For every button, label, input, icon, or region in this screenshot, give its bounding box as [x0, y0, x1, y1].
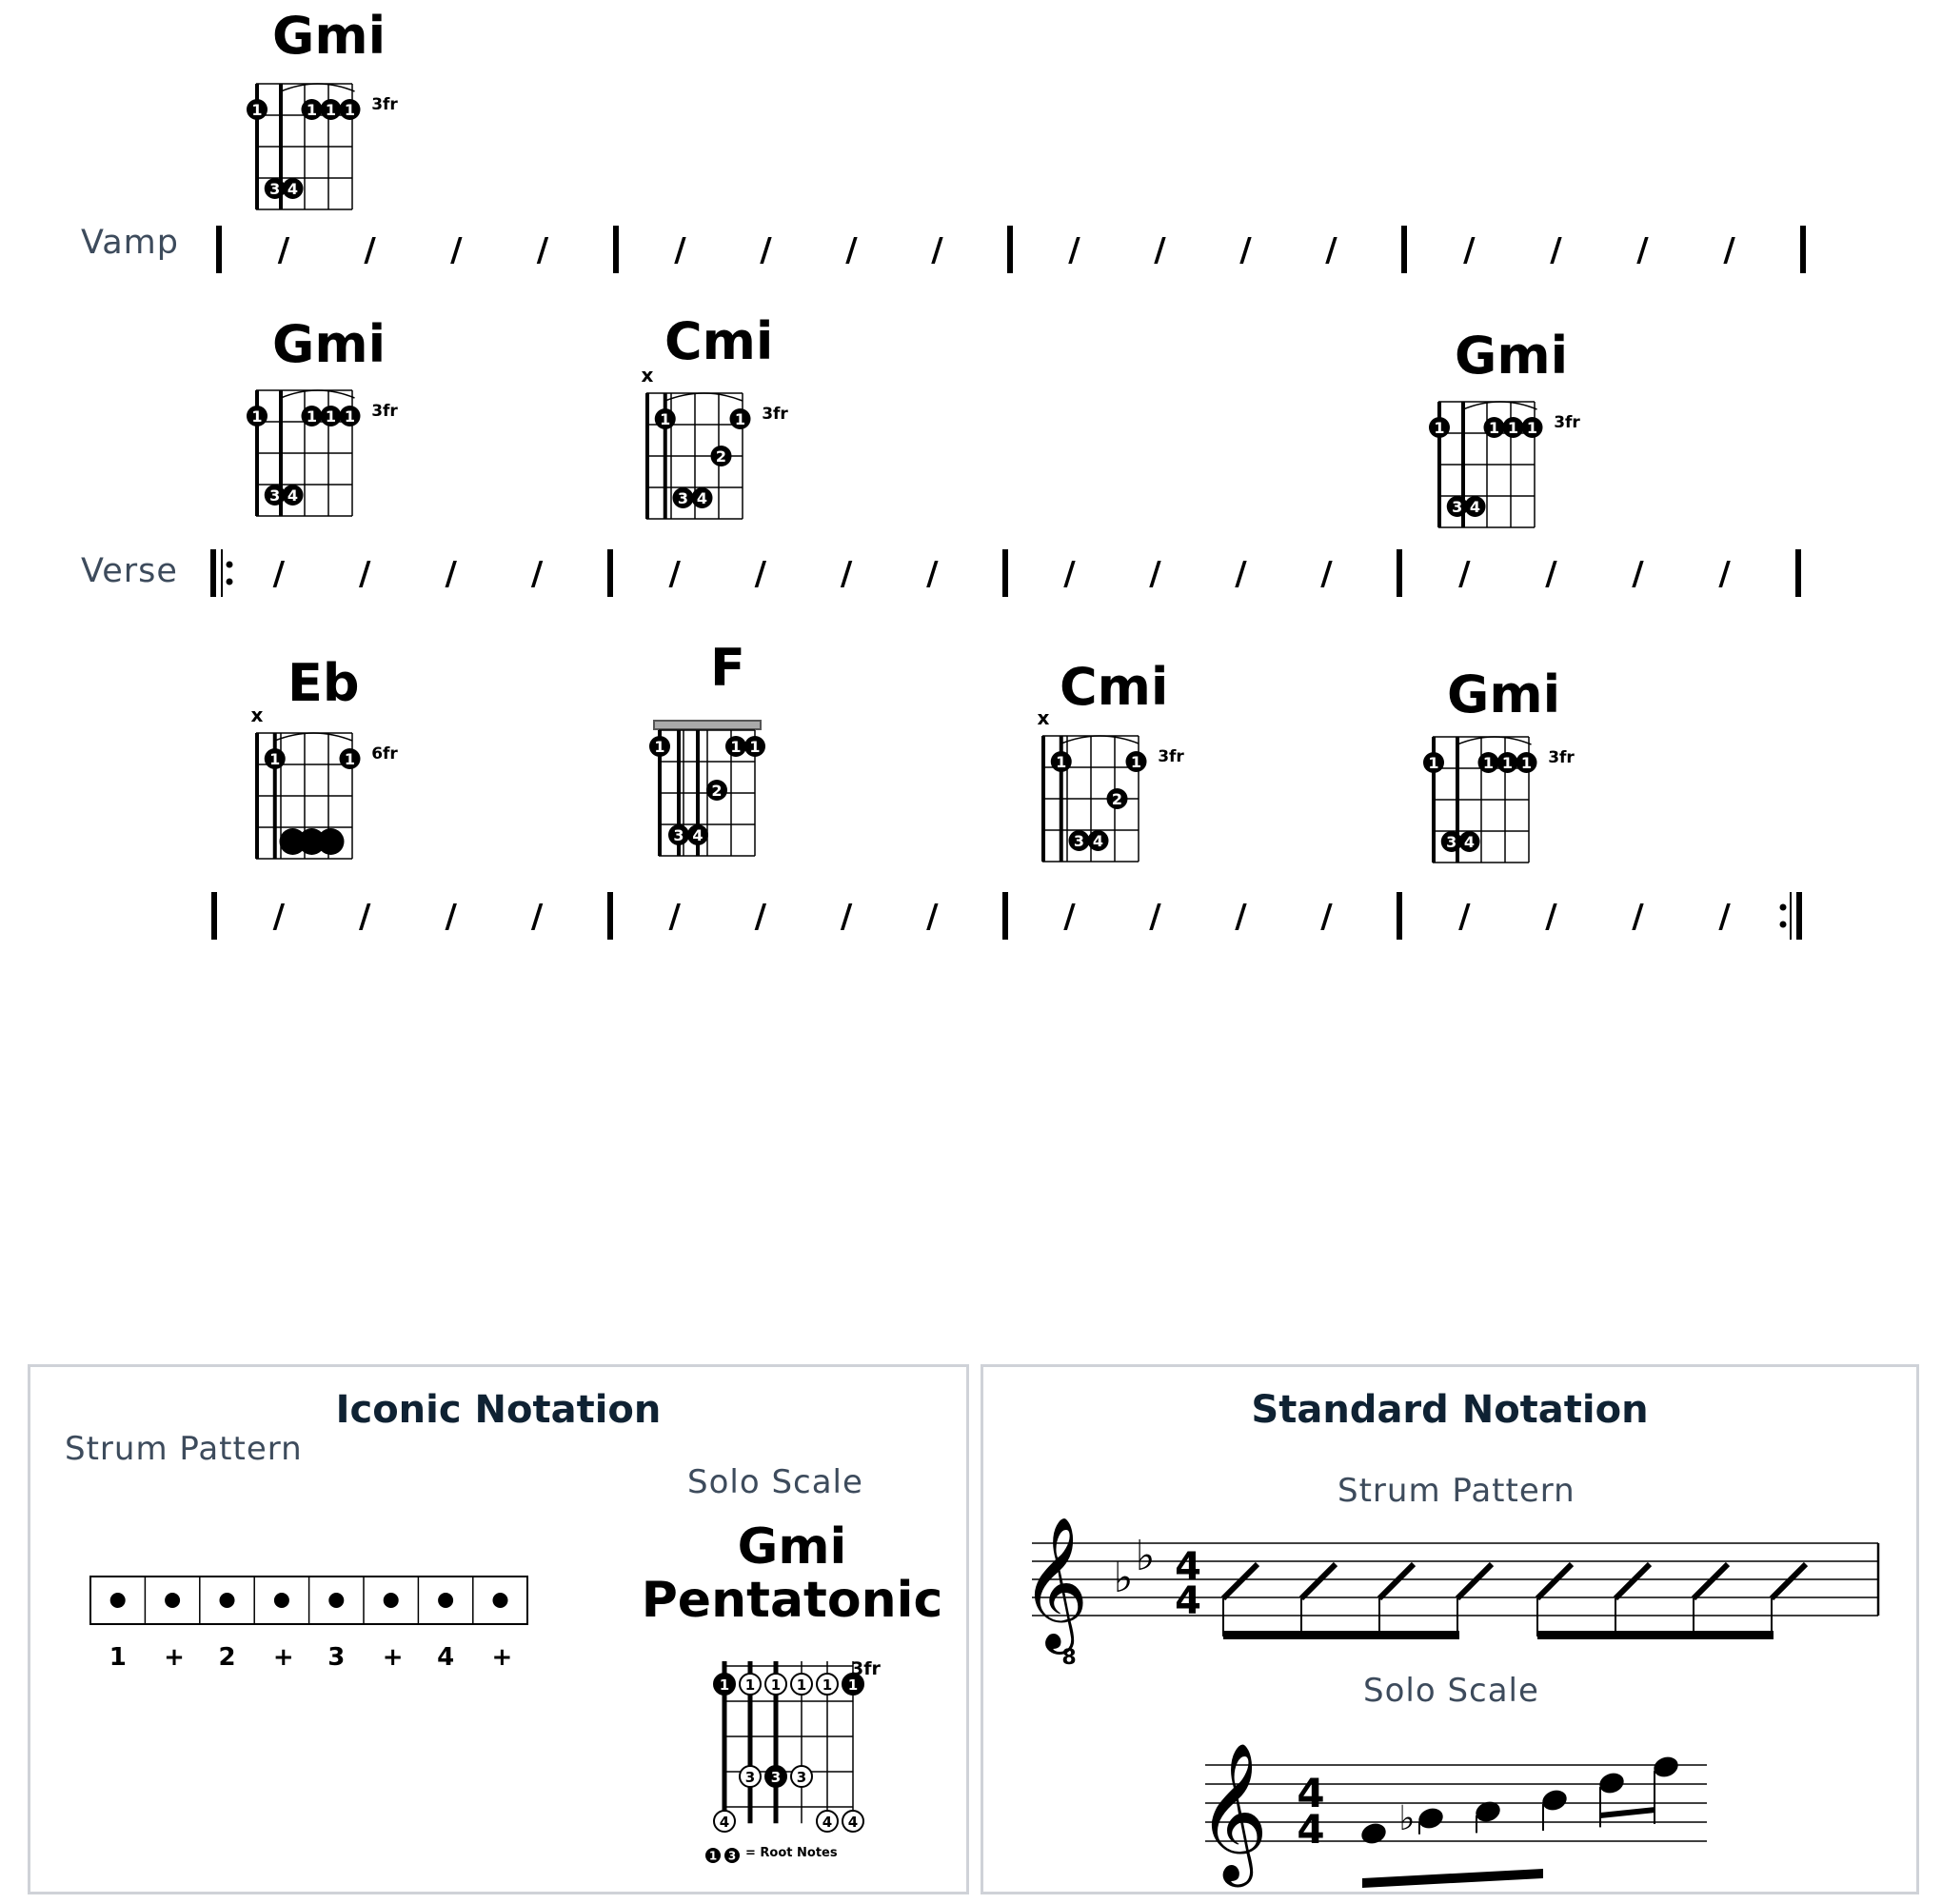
finger-number: 1 [734, 410, 746, 428]
scale-notehead [1596, 1770, 1626, 1796]
strum-slash: / [1239, 231, 1252, 269]
barre-arc [275, 733, 352, 741]
strum-slash: / [1723, 231, 1735, 269]
barline [1401, 226, 1407, 273]
time-signature-bottom: 4 [1175, 1579, 1201, 1623]
beam [1223, 1631, 1459, 1639]
strum-slash: / [364, 231, 376, 269]
strum-slash: / [931, 231, 943, 269]
chord-diagram [247, 84, 398, 209]
section-label-verse: Verse [81, 552, 178, 590]
svg-text:3: 3 [727, 1849, 737, 1863]
strum-slash: / [760, 231, 772, 269]
scale-name-line2: Pentatonic [641, 1572, 943, 1629]
strum-slash: / [359, 555, 371, 593]
repeat-dot [227, 562, 233, 568]
strum-slash: / [1235, 898, 1247, 936]
fret-position-label: 6fr [371, 744, 398, 764]
chord-name: Eb [287, 653, 360, 713]
strum-count-label: + [164, 1643, 185, 1672]
finger-number: 1 [847, 1676, 859, 1694]
strum-slash: / [1063, 898, 1076, 936]
panel-title: Iconic Notation [335, 1388, 662, 1432]
finger-number: 1 [1526, 419, 1538, 437]
strum-slash: / [445, 555, 457, 593]
flat-sign-icon: ♭ [1135, 1532, 1156, 1580]
slash-notehead [1223, 1564, 1258, 1598]
finger-number: 1 [306, 101, 318, 119]
finger-number: 3 [677, 489, 689, 507]
time-signature-bottom: 4 [1297, 1806, 1325, 1853]
strum-slash: / [1458, 555, 1471, 593]
strum-slash: / [1320, 555, 1333, 593]
strum-slash: / [359, 898, 371, 936]
strum-slash: / [1636, 231, 1649, 269]
strum-beat-dot [384, 1593, 399, 1608]
strum-slash: / [1718, 898, 1731, 936]
strum-slash: / [1632, 555, 1644, 593]
finger-number: 1 [1056, 753, 1067, 771]
strum-slash: / [1458, 898, 1471, 936]
finger-number: 1 [1428, 754, 1439, 772]
finger-number: 1 [654, 738, 665, 756]
strum-beat-dot [328, 1593, 344, 1608]
strum-counts [90, 1643, 528, 1681]
strum-count-label: 2 [218, 1643, 236, 1672]
barline [1397, 892, 1402, 940]
finger-number: 3 [269, 180, 281, 198]
finger-number: 1 [269, 750, 281, 768]
slash-notehead [1694, 1564, 1728, 1598]
fret-position-label: 3fr [1158, 747, 1184, 766]
barline [607, 892, 613, 940]
strum-pattern-label: Strum Pattern [1338, 1472, 1575, 1510]
scale-notehead [1416, 1805, 1445, 1832]
slash-notehead [1772, 1564, 1806, 1598]
finger-number: 2 [1111, 790, 1123, 808]
flat-sign-icon: ♭ [1113, 1554, 1134, 1602]
beam [1600, 1807, 1655, 1818]
iconic-notation-panel [28, 1364, 969, 1894]
strum-count-label: 1 [109, 1643, 127, 1672]
strum-slash: / [536, 231, 549, 269]
treble-clef-icon: 𝄞 [1197, 1741, 1269, 1881]
strum-slash: / [926, 898, 939, 936]
finger-number: 1 [306, 407, 318, 426]
scale-notehead [1651, 1754, 1680, 1780]
strum-beat-dot [220, 1593, 235, 1608]
time-signature-top: 4 [1175, 1545, 1201, 1589]
scale-notehead [1358, 1820, 1388, 1847]
finger-number: 4 [287, 486, 299, 505]
chord-diagram [251, 704, 399, 859]
strum-slash: / [272, 555, 286, 593]
strum-slash: / [1154, 231, 1166, 269]
finger-number: 4 [1092, 832, 1104, 850]
finger-number: 1 [730, 738, 742, 756]
strum-count-label: 3 [327, 1643, 346, 1672]
barline [216, 226, 222, 273]
fret-position-label: 3fr [371, 402, 398, 421]
strum-beat-dot [274, 1593, 289, 1608]
section-label-vamp: Vamp [81, 224, 179, 262]
slash-notehead [1301, 1564, 1336, 1598]
barline [1800, 226, 1806, 273]
strum-pattern-grid [90, 1577, 528, 1634]
strum-slash: / [1545, 555, 1557, 593]
repeat-dot [1780, 904, 1787, 911]
fret-position-label: 3fr [1554, 413, 1580, 432]
strum-count-label: + [272, 1643, 294, 1672]
nut [654, 721, 761, 729]
strum-slash: / [1320, 898, 1333, 936]
strum-slash: / [277, 231, 290, 269]
repeat-dot [227, 579, 233, 585]
chord-name: Cmi [1060, 657, 1169, 717]
strum-slash: / [840, 555, 853, 593]
finger-number: 4 [287, 180, 299, 198]
strum-slash: / [530, 555, 544, 593]
slash-notehead [1537, 1564, 1572, 1598]
finger-dot [318, 828, 345, 855]
barline [1795, 549, 1801, 597]
chord-diagram [1423, 737, 1575, 863]
fret-position-label: 3fr [762, 405, 788, 424]
chord-name: Gmi [1447, 664, 1561, 724]
svg-text:1: 1 [708, 1849, 718, 1863]
clef-octave-marker: 8 [1061, 1646, 1077, 1670]
chord-name: Gmi [272, 6, 386, 66]
finger-number: 1 [719, 1676, 730, 1694]
strum-slash: / [450, 231, 463, 269]
chord-name: F [710, 638, 745, 698]
strum-slash: / [754, 898, 767, 936]
finger-number: 3 [796, 1769, 807, 1786]
solo-scale-label: Solo Scale [687, 1463, 863, 1501]
strum-slash: / [1550, 231, 1562, 269]
slash-notehead [1379, 1564, 1414, 1598]
repeat-dot [1780, 922, 1787, 928]
strum-slash: / [840, 898, 853, 936]
slash-notehead [1457, 1564, 1492, 1598]
barre-arc [1457, 737, 1532, 744]
barline [1002, 549, 1008, 597]
finger-number: 3 [770, 1769, 782, 1786]
finger-number: 1 [1507, 419, 1519, 437]
repeat-end-barline [1796, 892, 1802, 940]
barre-arc [281, 84, 355, 91]
strum-slash: / [1063, 555, 1076, 593]
standard-notation-staves [983, 1367, 1922, 1897]
barre-arc [1061, 736, 1139, 744]
finger-number: 4 [1463, 833, 1476, 851]
finger-number: 1 [1434, 419, 1445, 437]
muted-string-marker: x [1037, 706, 1050, 729]
finger-number: 1 [744, 1676, 756, 1694]
finger-number: 4 [847, 1814, 859, 1831]
strum-slash: / [1149, 555, 1161, 593]
flat-sign-icon: ♭ [1398, 1799, 1416, 1838]
chord-diagram [1429, 402, 1580, 527]
strum-count-label: 4 [437, 1643, 455, 1672]
finger-number: 4 [696, 489, 708, 507]
chord-name: Cmi [664, 311, 774, 371]
finger-number: 1 [1520, 754, 1533, 772]
strum-beat-dot [438, 1593, 453, 1608]
finger-number: 1 [770, 1676, 782, 1694]
finger-number: 1 [251, 407, 263, 426]
chord-diagram [649, 721, 765, 856]
muted-string-marker: x [641, 364, 654, 387]
strum-count-label: + [491, 1643, 513, 1672]
finger-number: 4 [822, 1814, 833, 1831]
finger-number: 3 [1446, 833, 1457, 851]
strum-slash: / [530, 898, 544, 936]
strum-beat-dot [165, 1593, 180, 1608]
strum-slash: / [1325, 231, 1338, 269]
strum-slash: / [1718, 555, 1731, 593]
time-signature-top: 4 [1297, 1770, 1325, 1816]
chord-diagram [1038, 706, 1185, 862]
finger-number: 1 [1488, 419, 1500, 437]
panel-title: Standard Notation [1251, 1388, 1649, 1432]
finger-number: 3 [269, 486, 281, 505]
finger-number: 1 [251, 101, 263, 119]
strum-slash: / [1463, 231, 1476, 269]
finger-number: 1 [344, 101, 356, 119]
muted-string-marker: x [250, 704, 264, 726]
scale-name-line1: Gmi [737, 1518, 847, 1576]
finger-number: 1 [796, 1676, 807, 1694]
strum-slash: / [754, 555, 767, 593]
barre-arc [665, 393, 743, 401]
finger-number: 3 [1073, 832, 1085, 850]
finger-number: 3 [673, 826, 684, 844]
finger-number: 1 [1501, 754, 1514, 772]
strum-slash: / [845, 231, 858, 269]
finger-number: 1 [1130, 753, 1142, 771]
strum-slash: / [674, 231, 686, 269]
finger-number: 3 [1452, 498, 1463, 516]
finger-number: 1 [1482, 754, 1495, 772]
solo-scale-label: Solo Scale [1363, 1672, 1539, 1710]
scale-fret-label: 3fr [851, 1658, 881, 1679]
barline [1007, 226, 1013, 273]
strum-slash: / [272, 898, 286, 936]
strum-slash: / [1068, 231, 1080, 269]
strum-slash: / [926, 555, 939, 593]
beam [1537, 1631, 1774, 1639]
strum-slash: / [668, 555, 681, 593]
finger-number: 1 [344, 750, 356, 768]
strum-count-label: + [382, 1643, 404, 1672]
strum-pattern-label: Strum Pattern [65, 1430, 303, 1468]
barline [613, 226, 619, 273]
strum-beat-dot [493, 1593, 508, 1608]
repeat-start-barline [210, 549, 216, 597]
finger-number: 1 [325, 407, 337, 426]
strum-slash: / [1545, 898, 1557, 936]
finger-number: 1 [344, 407, 356, 426]
finger-number: 4 [1469, 498, 1481, 516]
standard-notation-panel [981, 1364, 1919, 1894]
chord-name: Gmi [1455, 326, 1569, 386]
barline [607, 549, 613, 597]
strum-slash: / [445, 898, 457, 936]
slash-notehead [1615, 1564, 1650, 1598]
chord-diagram [247, 390, 398, 516]
barre-arc [1463, 402, 1537, 409]
chord-diagram [642, 364, 789, 519]
barline [211, 892, 217, 940]
beam [1362, 1869, 1543, 1888]
strum-slash: / [1235, 555, 1247, 593]
finger-number: 4 [692, 826, 703, 844]
fret-position-label: 3fr [1548, 748, 1575, 767]
root-note-icon [704, 1846, 746, 1865]
finger-number: 1 [749, 738, 761, 756]
barline [1002, 892, 1008, 940]
finger-number: 1 [660, 410, 671, 428]
strum-slash: / [668, 898, 681, 936]
strum-slash: / [1632, 898, 1644, 936]
finger-number: 1 [325, 101, 337, 119]
barre-arc [281, 390, 355, 398]
strum-beat-dot [110, 1593, 126, 1608]
root-note-legend: = Root Notes [745, 1846, 838, 1860]
finger-number: 3 [744, 1769, 756, 1786]
fret-position-label: 3fr [371, 95, 398, 114]
finger-number: 4 [719, 1814, 730, 1831]
chord-name: Gmi [272, 314, 386, 374]
finger-number: 2 [711, 782, 723, 800]
barline [1397, 549, 1402, 597]
scale-notehead [1539, 1787, 1569, 1814]
finger-number: 2 [715, 447, 727, 466]
finger-number: 1 [822, 1676, 833, 1694]
strum-slash: / [1149, 898, 1161, 936]
treble-clef-icon: 𝄞 [1021, 1517, 1089, 1649]
